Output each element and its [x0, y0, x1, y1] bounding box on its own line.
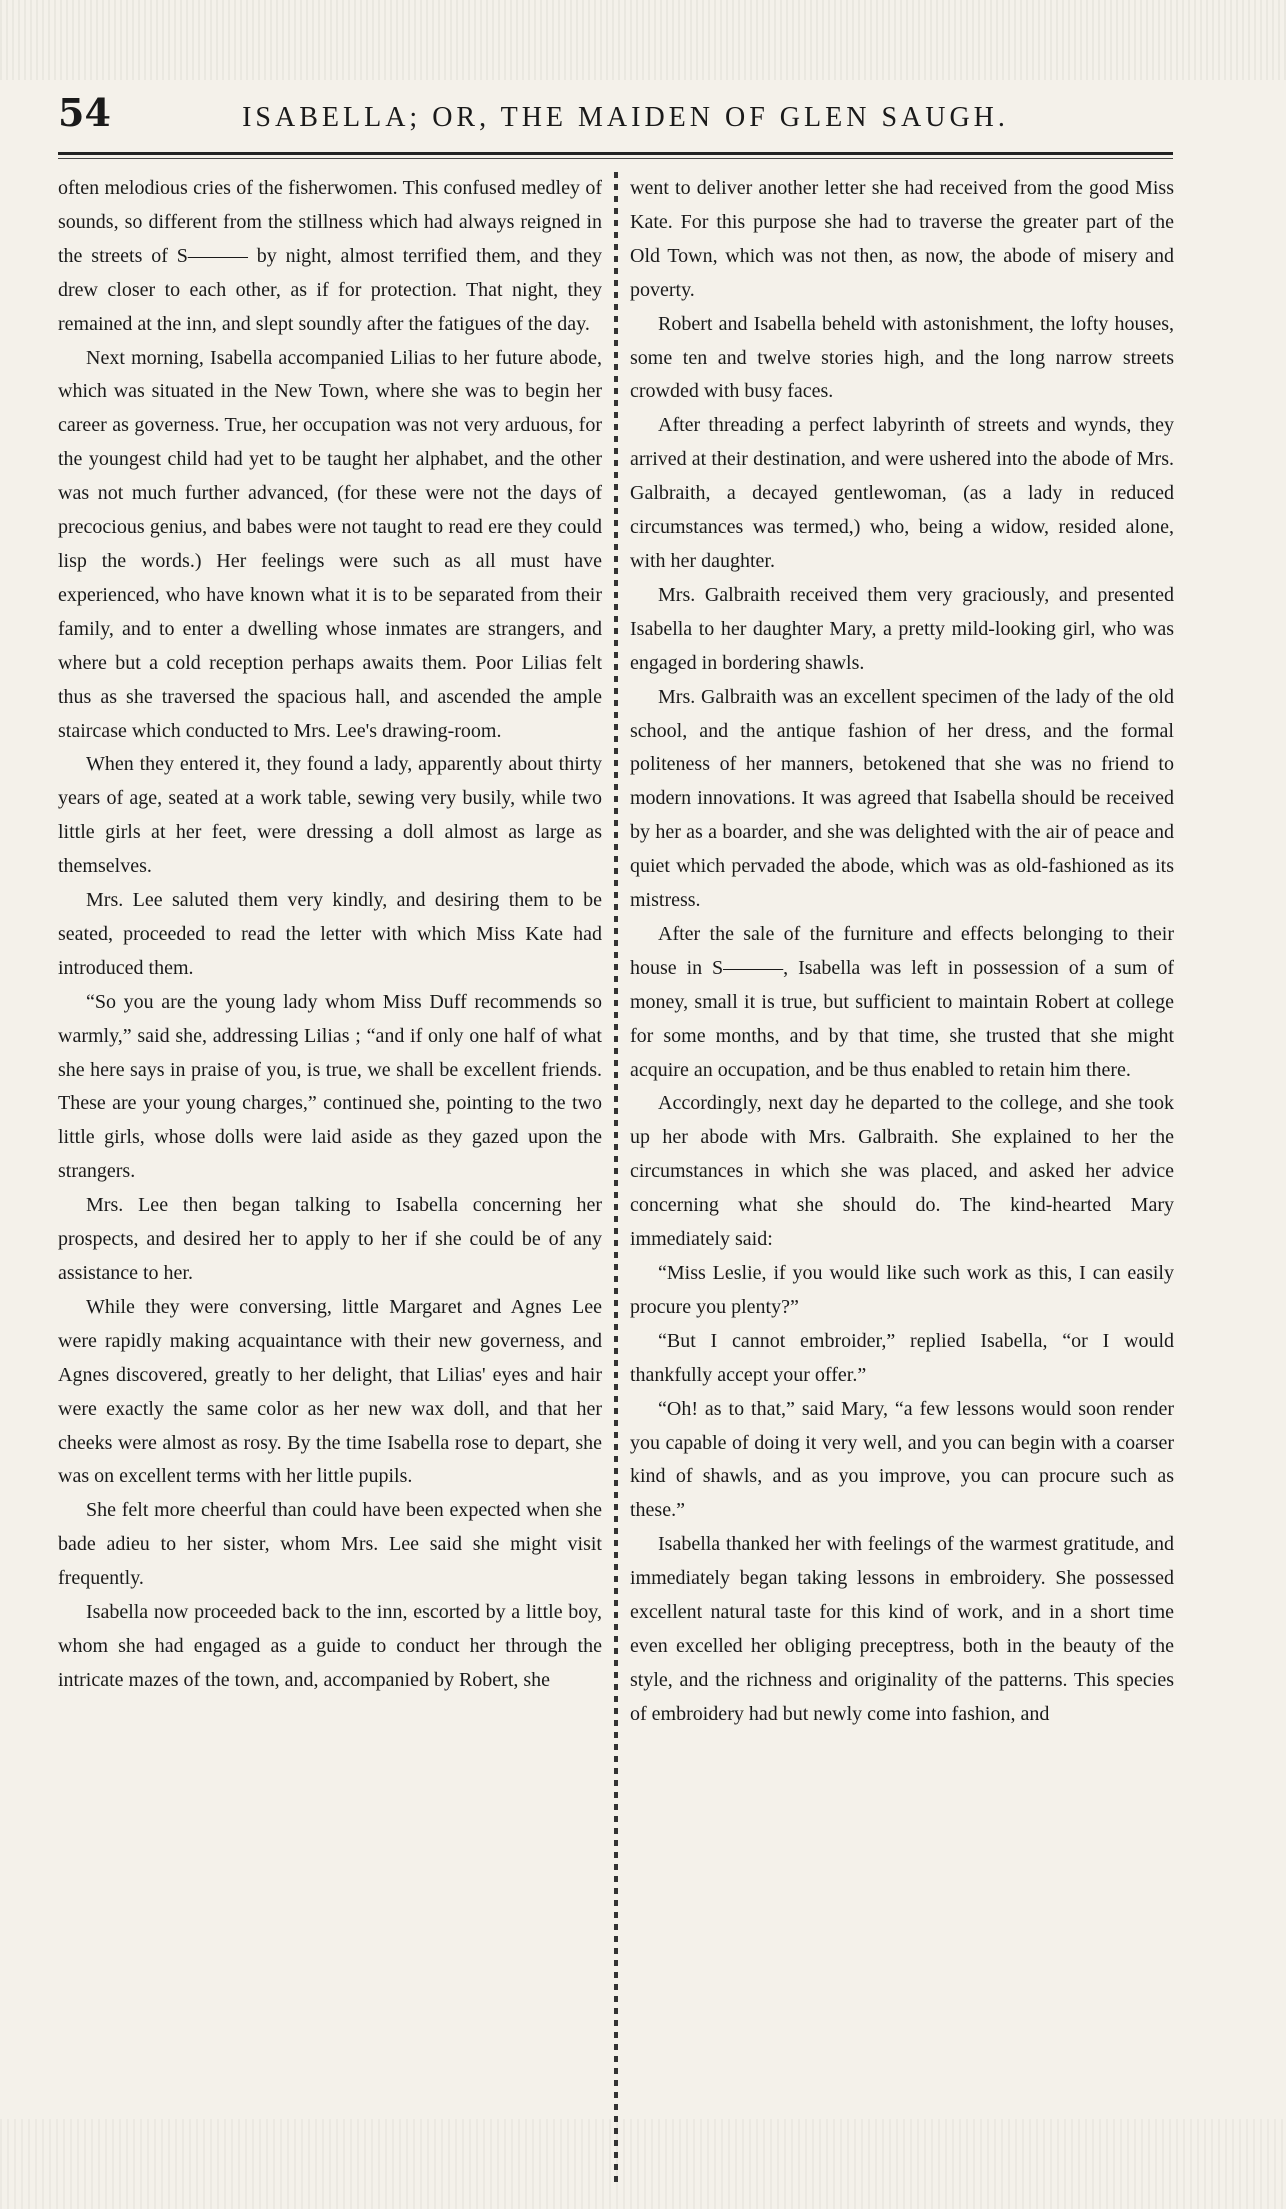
paragraph: Mrs. Galbraith was an excellent specimen of the lady of the old school, and the antique fashion of her dress, and the formal politeness of her manners, betokened that she was no friend to modern innovations. It was agreed that Isabella should be received by her as a boarder, and she was delighted with the air of peace and quiet which pervaded the abode, which was as old-fashioned as its mistress. [630, 685, 1174, 912]
paragraph: Mrs. Lee saluted them very kindly, and desiring them to be seated, proceeded to read the letter with which Miss Kate had introduced them. [58, 889, 602, 979]
page-header [58, 90, 1173, 150]
paragraph: After threading a perfect labyrinth of streets and wynds, they arrived at their destination, and were ushered into the abode of Mrs. Galbraith, a decayed gentlewoman, (as a lady in reduced circumstances was termed,) who, being a widow, resided alone, with her daughter. [630, 414, 1174, 572]
left-column [58, 172, 602, 2182]
paragraph: Mrs. Galbraith received them very graciously, and presented Isabella to her daughter Mary, a pretty mild-looking girl, who was engaged in bordering shawls. [630, 583, 1174, 674]
paragraph: often melodious cries of the fisherwomen. This confused medley of sounds, so different from the stillness which had always reigned in the streets of S——— by night, almost terrified them, and they drew closer to each other, as if for protection. That night, they remained at the inn, and slept soundly after the fatigues of the day. [58, 177, 602, 335]
paragraph: “But I cannot embroider,” replied Isabella, “or I would thankfully accept your offer.” [630, 1329, 1174, 1386]
paragraph: Mrs. Lee then began talking to Isabella concerning her prospects, and desired her to apply to her if she could be of any assistance to her. [58, 1194, 602, 1284]
paragraph: She felt more cheerful than could have been expected when she bade adieu to her sister, whom Mrs. Lee said she might visit frequently. [58, 1499, 602, 1590]
header-rule [58, 152, 1173, 155]
paragraph: Robert and Isabella beheld with astonishment, the lofty houses, some ten and twelve stories high, and the long narrow streets crowded with busy faces. [630, 312, 1174, 403]
paragraph: Accordingly, next day he departed to the college, and she took up her abode with Mrs. Galbraith. She explained to her the circumstances in which she was placed, and asked her advice concerning what she should do. The kind-hearted Mary immediately said: [630, 1092, 1174, 1251]
column-divider [614, 172, 618, 2182]
paragraph: “Oh! as to that,” said Mary, “a few lessons would soon render you capable of doing it very well, and you can begin with a coarser kind of shawls, and as you improve, you can procure such as these.” [630, 1397, 1174, 1522]
paragraph: “So you are the young lady whom Miss Duff recommends so warmly,” said she, addressing Lilias ; “and if only one half of what she here says in praise of you, is true, we shall be excellent friends. These are your young charges,” continued she, pointing to the two little girls, whose dolls were laid aside as they gazed upon the strangers. [58, 990, 602, 1183]
paragraph: Next morning, Isabella accompanied Lilias to her future abode, which was situated in the New Town, where she was to begin her career as governess. True, her occupation was not very arduous, for the youngest child had yet to be taught her alphabet, and the other was not much further advanced, (for these were not the days of precocious genius, and babes were not taught to read ere they could lisp the words.) Her feelings were such as all must have experienced, who have known what it is to be separated from their family, and to enter a dwelling whose inmates are strangers, and where but a cold reception perhaps awaits them. Poor Lilias felt thus as she traversed the spacious hall, and ascended the ample staircase which conducted to Mrs. Lee's drawing-room. [58, 346, 602, 742]
page-number: 54 [58, 90, 111, 135]
paragraph: “Miss Leslie, if you would like such work as this, I can easily procure you plenty?” [630, 1262, 1174, 1318]
text-columns [58, 172, 1173, 2182]
paragraph: Isabella now proceeded back to the inn, escorted by a little boy, whom she had engaged as a guide to conduct her through the intricate mazes of the town, and, accompanied by Robert, she [58, 1601, 602, 1691]
paragraph: After the sale of the furniture and effects belonging to their house in S———, Isabella was left in possession of a sum of money, small it is true, but sufficient to maintain Robert at college for some months, and by that time, she trusted that she might acquire an occupation, and be thus enabled to retain him there. [630, 922, 1174, 1081]
right-column [630, 172, 1174, 2182]
header-rule-thin [58, 158, 1173, 159]
paragraph: Isabella thanked her with feelings of the warmest gratitude, and immediately began taking lessons in embroidery. She possessed excellent natural taste for this kind of work, and in a short time even excelled her obliging preceptress, both in the beauty of the style, and the richness and originality of the patterns. This species of embroidery had but newly come into fashion, and [630, 1533, 1174, 1725]
running-title: ISABELLA; OR, THE MAIDEN OF GLEN SAUGH. [242, 102, 1009, 133]
paragraph: While they were conversing, little Margaret and Agnes Lee were rapidly making acquaintance with their new governess, and Agnes discovered, greatly to her delight, that Lilias' eyes and hair were exactly the same color as her new wax doll, and that her cheeks were almost as rosy. By the time Isabella rose to depart, she was on excellent terms with her little pupils. [58, 1295, 602, 1488]
book-page [58, 90, 1173, 2200]
paragraph: went to deliver another letter she had received from the good Miss Kate. For this purpose she had to traverse the greater part of the Old Town, which was not then, as now, the abode of misery and poverty. [630, 177, 1174, 301]
paragraph: When they entered it, they found a lady, apparently about thirty years of age, seated at a work table, sewing very busily, while two little girls at her feet, were dressing a doll almost as large as themselves. [58, 753, 602, 878]
print-noise-top [0, 0, 1286, 80]
